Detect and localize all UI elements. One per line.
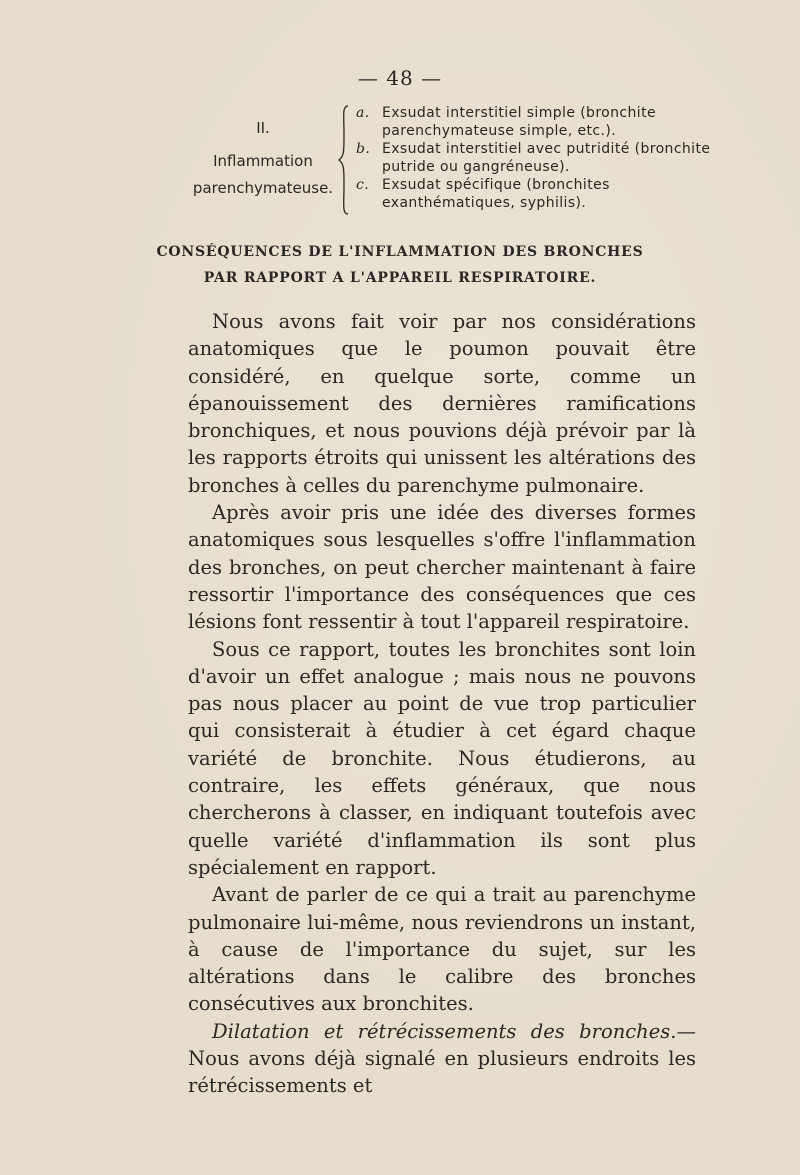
outline-title-line1: Inflammation <box>213 152 313 170</box>
section-heading-line1: CONSÉQUENCES DE L'INFLAMMATION DES BRONCHES <box>156 244 644 260</box>
body-text <box>188 308 696 1100</box>
paragraph: Sous ce rapport, toutes les bronchites sont loin d'avoir un effet analogue ; mais nous ne pouvons pas nous placer au point de vue trop particulier qui consisterait à étudier à cet égard chaque variété de bronchite. Nous étudierons, au contraire, les effets généraux, que nous chercherons à classer, en indiquant toutefois avec quelle variété d'inflammation ils sont plus spécialement en rapport. <box>188 637 696 879</box>
outline-item-a <box>356 104 716 140</box>
item-text: Exsudat interstitiel simple (bronchite parenchymateuse simple, etc.). <box>382 105 656 139</box>
item-letter: a. <box>356 105 370 121</box>
page-number: — 48 — <box>357 66 443 90</box>
paragraph: Avant de parler de ce qui a trait au parenchyme pulmonaire lui-même, nous reviendrons un instant, à cause de l'importance du sujet, sur les altérations dans le calibre des bronches consécutives aux bronchites. <box>188 883 696 1016</box>
outline-items <box>356 104 716 212</box>
paragraph: Nous avons fait voir par nos considérations anatomiques que le poumon pouvait être considéré, en quelque sorte, comme un épanouissement des dernières ramifications bronchiques, et nous pouvions déjà prévoir par là les rapports étroits qui unissent les altérations des bronches à celles du parenchyme pulmonaire. <box>188 310 696 497</box>
italic-subheading: Dilatation et rétrécissements des bronches. <box>212 1019 677 1043</box>
section-heading-line2: PAR RAPPORT A L'APPAREIL RESPIRATOIRE. <box>203 270 597 286</box>
outline-title-line2: parenchymateuse. <box>192 179 334 197</box>
paragraph: Après avoir pris une idée des diverses formes anatomiques sous lesquelles s'offre l'inflammation des bronches, on peut chercher maintenant à faire ressortir l'importance des conséquences que ces lésions font ressentir à tout l'appareil respiratoire. <box>188 501 696 634</box>
outline-numeral: II. <box>256 119 270 137</box>
curly-brace-icon <box>338 104 350 216</box>
paragraph-continuation: —Nous avons déjà signalé en plusieurs endroits les rétrécissements et <box>188 1019 696 1098</box>
paragraph-last <box>188 1018 696 1100</box>
outline-item-c <box>356 176 716 212</box>
item-letter: c. <box>356 177 370 193</box>
item-letter: b. <box>356 141 371 157</box>
item-text: Exsudat spécifique (bronchites exanthématiques, syphilis). <box>382 177 610 211</box>
item-text: Exsudat interstitiel avec putridité (bronchite putride ou gangréneuse). <box>382 141 711 175</box>
outline-item-b <box>356 140 716 176</box>
